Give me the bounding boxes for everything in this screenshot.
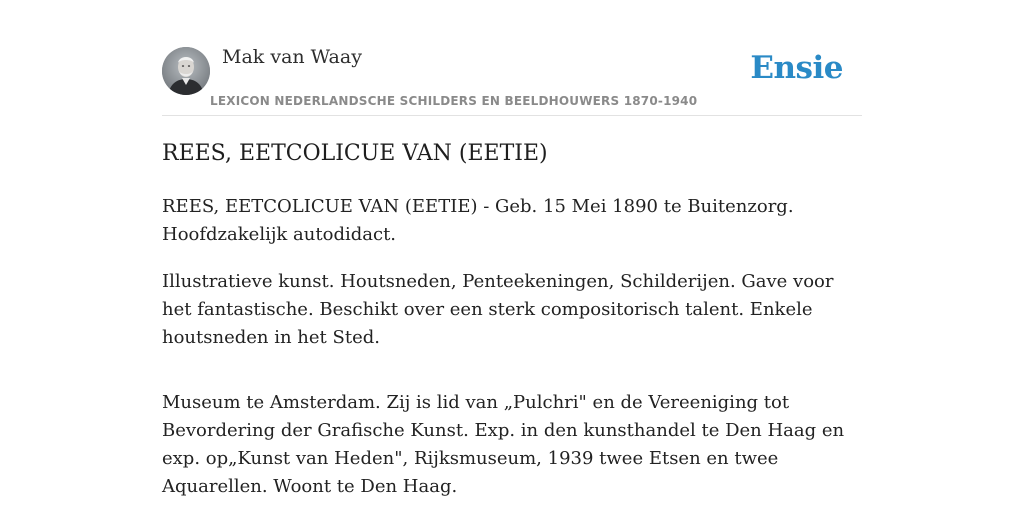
entry-header — [162, 44, 862, 116]
entry-paragraph: Museum te Amsterdam. Zij is lid van „Pulchri" en de Vereeniging tot Bevordering der Grafische Kunst. Exp. in den kunsthandel te Den Haag en exp. op„Kunst van Heden", Rijksmuseum, 1939 twee Etsen en twee Aquarellen. Woont te Den Haag. — [162, 392, 845, 497]
entry-body — [162, 193, 868, 512]
entry-paragraph: REES, EETCOLICUE VAN (EETIE) - Geb. 15 Mei 1890 te Buitenzorg. Hoofdzakelijk autodidact. — [162, 196, 794, 245]
source-lexicon-link[interactable]: LEXICON NEDERLANDSCHE SCHILDERS EN BEELDHOUWERS 1870-1940 — [210, 94, 698, 108]
author-avatar[interactable] — [162, 47, 210, 95]
entry-paragraph: Illustratieve kunst. Houtsneden, Penteekeningen, Schilderijen. Gave voor het fantastische. Beschikt over een sterk compositorisch talent. Enkele houtsneden in het Sted. — [162, 271, 834, 348]
ensie-logo-link[interactable]: Ensie — [750, 50, 843, 86]
entry-title: REES, EETCOLICUE VAN (EETIE) — [162, 141, 548, 166]
portrait-photo-icon — [162, 47, 210, 95]
author-name-link[interactable]: Mak van Waay — [222, 46, 362, 68]
